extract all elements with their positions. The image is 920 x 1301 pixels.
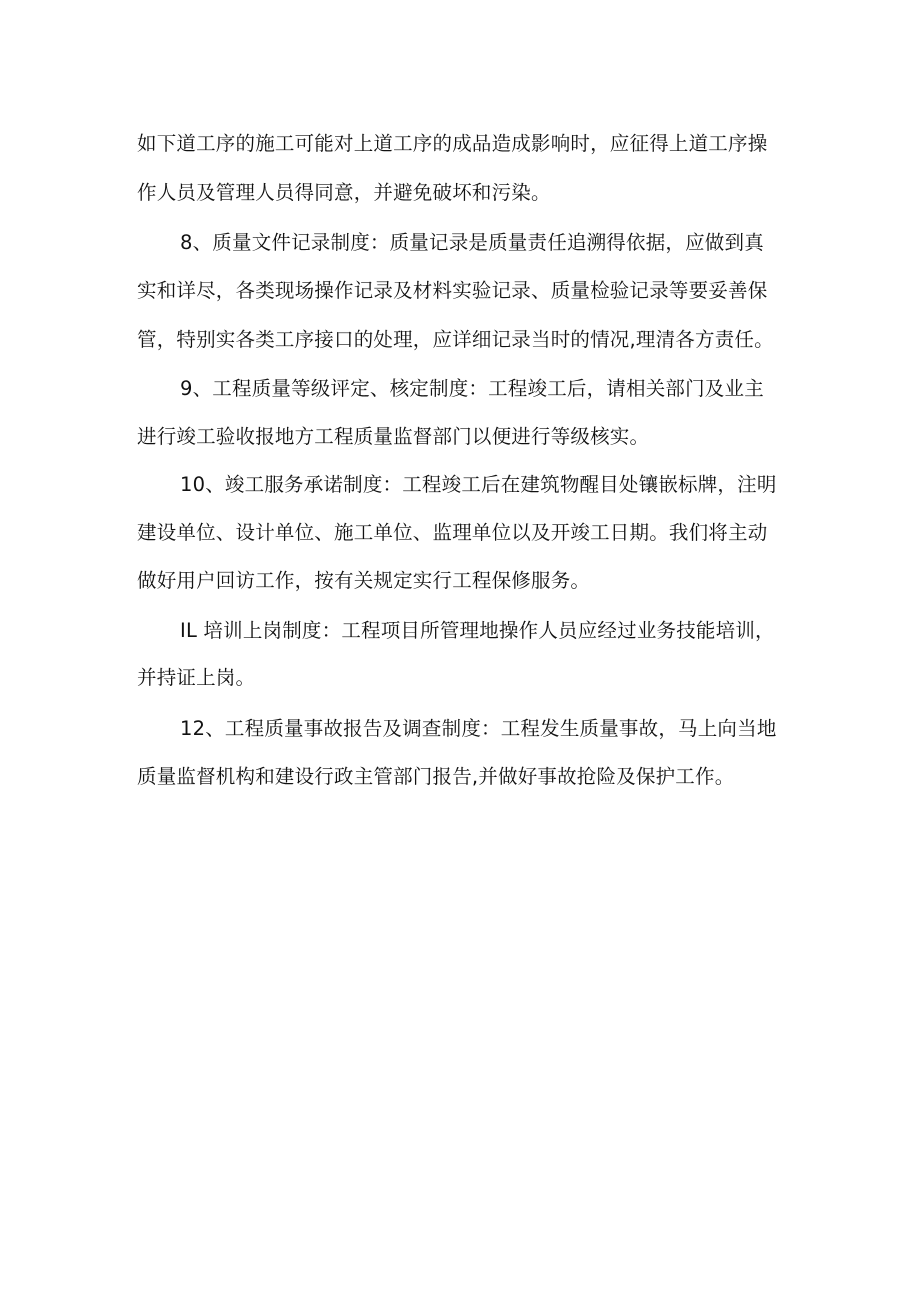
- paragraph-1-line-1: 如下道工序的施工可能对上道工序的成品造成影响时，应征得上道工序操: [137, 132, 768, 155]
- paragraph-2-line-2: 实和详尽，各类现场操作记录及材料实验记录、质量检验记录等要妥善保: [137, 279, 768, 302]
- paragraph-5-line-1: IL 培训上岗制度：工程项目所管理地操作人员应经过业务技能培训，: [180, 619, 775, 642]
- paragraph-5-line-2: 并持证上岗。: [137, 666, 256, 689]
- paragraph-3-line-2: 进行竣工验收报地方工程质量监督部门以便进行等级核实。: [137, 425, 650, 448]
- paragraph-4-line-1: 10、竣工服务承诺制度：工程竣工后在建筑物醒目处镶嵌标牌，注明: [180, 473, 777, 496]
- paragraph-4-line-3: 做好用户回访工作，按有关规定实行工程保修服务。: [137, 569, 591, 592]
- paragraph-1-line-2: 作人员及管理人员得同意，并避免破坏和污染。: [137, 181, 551, 204]
- paragraph-6-line-1: 12、工程质量事故报告及调查制度：工程发生质量事故，马上向当地: [180, 717, 777, 740]
- paragraph-2-line-1: 8、质量文件记录制度：质量记录是质量责任追溯得依据，应做到真: [180, 231, 764, 254]
- paragraph-2-line-3: 管，特别实各类工序接口的处理，应详细记录当时的情况,理清各方责任。: [137, 328, 774, 351]
- paragraph-6-line-2: 质量监督机构和建设行政主管部门报告,并做好事故抢险及保护工作。: [137, 765, 735, 788]
- paragraph-4-line-2: 建设单位、设计单位、施工单位、监理单位以及开竣工日期。我们将主动: [137, 521, 768, 544]
- paragraph-3-line-1: 9、工程质量等级评定、核定制度：工程竣工后，请相关部门及业主: [180, 377, 764, 400]
